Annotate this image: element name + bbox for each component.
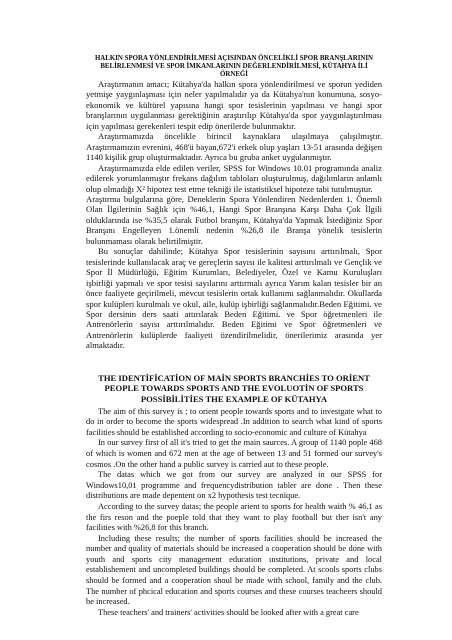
turkish-paragraph-recommendations: Bu sonuçlar dahilinde; Kütahya Spor tesislerinin sayısını arttırılmalı, Spor tesislerinde kullanılacak araç ve gereçlerin sayısı ile kalitesi arttırılmalı ve Gençlik ve Spor İl Müdürlüğü, Eğitim Kurumları, Belediyeler, Özel ve Kamu Kuruluşları işbirliği yapmalı ve spor tesisi sayılarını arttırmalı ayrıca Yarım kalan tesisler bir an önce faaliyete geçirilmeli, mevcut tesislerin ortak kullanımı sağlanmalıdır. Okullarda spor kulüpleri kurulmalı ve okul, aile, kulüp işbirliği sağlanmalıdır.Beden Eğitimi. ve Spor dersinin ders saati attırılarak Beden Eğitimi. ve Spor öğretmenleri ile Antrenörlerin sayısı arttırılmalıdır. Beden Eğitimi ve Spor öğretmenleri ve Antrenörlerin kulüplerde faaliyeti özendirilmelidir, önerilerimiz arasında yer almaktadır. (86, 246, 382, 351)
english-paragraph-analysis: The datas which we got from our survey are analyzed in our SPSS for Windows10,01 programme and frequencydistribution tabler are done . Then these distributions are made depentent on x2 hypothesis test tecnique. (86, 470, 382, 501)
english-abstract (86, 373, 382, 619)
english-paragraph-sources: In our survey first of all it's tried to get the main saurces. A group of 1140 pople 468 of which is women and 672 men at the age of between 13 and 51 formed our survey's cosmos .On the other hand a public survey is carried aut to these people. (86, 438, 382, 469)
turkish-paragraph-sources: Araştırmamızda öncelikle birincil kaynaklara ulaşılmaya çalışılmıştır. Araştırmamızın evrenini, 468'ü bayan,672'i erkek olup yaşları 13-51 arasında değişen 1140 kişilik grup oluşturmaktadır. Ayrıca bu gruba anket uygulanmıştır. (86, 131, 382, 163)
turkish-title: HALKIN SPORA YÖNLENDİRİLMESİ AÇISINDAN ÖNCELİKLİ SPOR BRANŞLARININ BELİRLENMESİ VE SPOR İMKANLARININ DEĞERLENDİRİLMESİ, KÜTAHYA İLİ ÖRNEĞİ (94, 55, 374, 78)
english-paragraph-findings: According to the survey datas; the people arient to sports for health waith % 46.1 as the firs reson and the poeple told that they want to play football but ther isn't any facilities with %26,8 for this branch. (86, 501, 382, 533)
document-page (86, 55, 382, 618)
english-paragraph-aim: The aim of this survey is ; to orient people towards sports and to investgate what to do in order to become the sports widespread .In addition to search what kind of sports facilities should be established according to socio-economic and culture of Kütahya (86, 406, 382, 437)
section-gap (86, 351, 382, 373)
turkish-abstract (86, 55, 382, 351)
turkish-paragraph-findings: Araştırma bulgularına göre, Deneklerin Spora Yönlendiren Nedenlerden 1. Önemli Olan İlgilerinin Sağlık için %46,1, Hangi Spor Branşına Karşı Daha Çok İlgili olduklarında ise %35,5 olarak Futbol branşını, Kütahya'da Yapmak İstediğiniz Spor Branşını Engelleyen 1.önemli nedenin %26,8 ile Branşa yönelik tesislerin bulunmaması olarak belirtilmiştir. (86, 193, 382, 246)
english-paragraph-recommendations: Including these results; the number of sports facilities should be increased the number and quality of materials should be increased a cooperation should be done with youth and sports city management education ınstitutions, private and local establishement and uncompleted buildings should be completed. At scools sports clubs should be formed and a cooperation shoul be made with school, family and the club. The number of phcical education and sports courses and these courses teacheers should be increased. (86, 533, 382, 607)
turkish-paragraph-analysis: Araştırmamızda elde edilen veriler, SPSS for Windows 10.01 programında analiz edilerek yorumlanmıştır frekans dağılım tabloları oluşturulmuş, dağılımların anlamlı olup olmadığı X² hipotez test etme tekniği ile istatistiksel hipoteze tabi tutulmuştur. (86, 162, 382, 194)
turkish-paragraph-aim: Araştırmanın amacı; Kütahya'da halkın spora yönlendirilmesi ve sporun yediden yetmişe yaygınlaşması için neler yapılmalıdır ya da Kütahya'nın konumuna, sosyo-ekonomik ve kültürel yapısına hangi spor tesislerinin yapılması ve hangi spor branşlarının uygulanması gerektiğinin araştırılıp Kütahya'da spor yaygınlaştırılması için yapılması gerekenleri tespit edip önerilerde bulunmaktır. (86, 79, 382, 131)
english-title: THE IDENTİFİCATİON OF MAİN SPORTS BRANCHİES TO ORİENT PEOPLE TOWARDS SPORTS AND THE EVOLUOTİN OF SPORTS POSSİBİLİTİES THE EXAMPLE OF KÜTAHYA (98, 372, 370, 404)
english-paragraph-teachers: These teachers' and trainers' activities should be looked after with a great care (98, 607, 359, 617)
